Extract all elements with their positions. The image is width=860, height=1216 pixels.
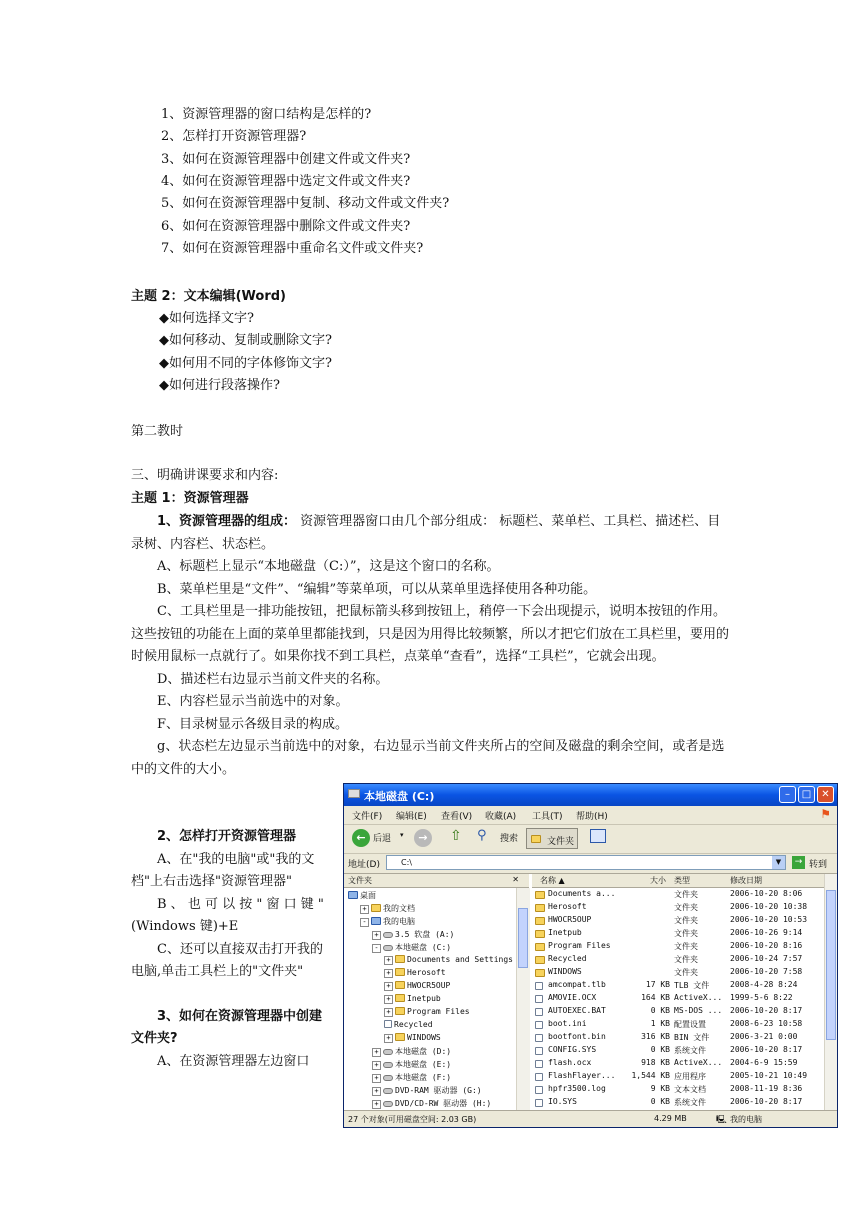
file-date: 2005-10-21 10:49	[730, 1071, 808, 1080]
file-row[interactable]	[532, 1019, 822, 1032]
views-icon[interactable]	[590, 829, 606, 843]
folder-icon	[535, 904, 545, 912]
tree-item-label: 本地磁盘 (E:)	[395, 1060, 452, 1069]
expand-icon[interactable]: +	[384, 1008, 393, 1017]
file-type: TLB 文件	[674, 981, 710, 990]
file-type: 文件夹	[674, 903, 698, 912]
file-type: 文件夹	[674, 890, 698, 899]
file-row[interactable]	[532, 980, 822, 993]
file-type: 文件夹	[674, 955, 698, 964]
folder-icon	[535, 969, 545, 977]
topic2-item: ◆如何用不同的字体修饰文字?	[159, 355, 332, 371]
file-row[interactable]	[532, 993, 822, 1006]
file-date: 2008-6-23 10:58	[730, 1019, 803, 1028]
folder-icon	[535, 917, 545, 925]
file-name: Documents a...	[548, 889, 616, 898]
folder-icon	[395, 994, 405, 1002]
tree-item[interactable]	[372, 1085, 482, 1096]
file-date: 2006-10-20 10:38	[730, 902, 808, 911]
file-name: FlashFlayer...	[548, 1071, 616, 1080]
file-date: 2006-10-20 8:16	[730, 941, 803, 950]
tree-header-label: 文件夹	[348, 876, 372, 885]
column-size[interactable]: 大小	[650, 876, 666, 885]
tree-item-label: 桌面	[360, 891, 376, 900]
folder-icon	[371, 904, 381, 912]
expand-icon[interactable]: +	[360, 905, 369, 914]
file-date: 2008-11-19 8:36	[730, 1084, 803, 1093]
file-type: ActiveX...	[674, 1058, 723, 1067]
list-header	[532, 874, 837, 888]
menu-favorites[interactable]: 收藏(A)	[485, 812, 517, 822]
paragraph-f: F、目录树显示各级目录的构成。	[157, 716, 349, 732]
list-scroll-thumb[interactable]	[826, 890, 836, 1040]
drive-icon	[383, 1049, 393, 1055]
open-method-c: C、还可以直接双击打开我的电脑,单击工具栏上的"文件夹"	[131, 941, 323, 979]
file-date: 2006-3-21 0:00	[730, 1032, 798, 1041]
address-bar	[344, 854, 837, 872]
window-title: 本地磁盘 (C:)	[364, 790, 435, 803]
tree-item[interactable]	[384, 1033, 441, 1043]
file-date: 2006-10-24 7:57	[730, 954, 803, 963]
file-type: 文件夹	[674, 929, 698, 938]
explorer-titlebar	[344, 784, 837, 806]
question-item: 3、如何在资源管理器中创建文件或文件夹?	[161, 151, 411, 167]
tree-item[interactable]	[372, 1046, 451, 1057]
composition-text: 资源管理器窗口由几个部分组成： 标题栏、菜单栏、工具栏、描述栏、目录树、内容栏、状态栏。	[131, 514, 721, 552]
topic2-item: ◆如何选择文字?	[159, 311, 254, 326]
tree-item[interactable]	[372, 1059, 451, 1070]
explorer-panes	[344, 873, 837, 1113]
tree-item-label: Program Files	[407, 1007, 470, 1016]
file-date: 2004-6-9 15:59	[730, 1058, 798, 1067]
windows-flag-icon: ⚑	[820, 807, 831, 821]
expand-icon[interactable]: +	[384, 1034, 393, 1043]
toolbar	[344, 825, 837, 854]
column-type[interactable]: 类型	[674, 876, 690, 885]
tree-header	[344, 874, 529, 888]
file-date: 1999-5-6 8:22	[730, 993, 793, 1002]
question-item: 7、如何在资源管理器中重命名文件或文件夹?	[161, 240, 424, 256]
tree-item[interactable]	[372, 1098, 491, 1109]
maximize-icon[interactable]: □	[798, 786, 815, 803]
file-row[interactable]	[532, 1097, 822, 1110]
drive-title-icon	[348, 789, 360, 798]
file-row[interactable]	[532, 928, 822, 941]
file-icon	[535, 1086, 543, 1094]
file-row[interactable]	[532, 941, 822, 954]
search-icon[interactable]: ⚲	[477, 828, 487, 843]
back-arrow-icon[interactable]: ←	[352, 829, 370, 847]
expand-icon[interactable]: +	[384, 956, 393, 965]
minimize-icon[interactable]: –	[779, 786, 796, 803]
file-name: CONFIG.SYS	[548, 1045, 597, 1054]
expand-icon[interactable]: +	[384, 995, 393, 1004]
collapse-icon[interactable]: -	[372, 944, 381, 953]
menu-bar	[344, 806, 837, 825]
tree-item-label: Herosoft	[407, 968, 446, 977]
expand-icon[interactable]: +	[384, 982, 393, 991]
file-type: 系统文件	[674, 1098, 706, 1107]
file-type: 文件夹	[674, 916, 698, 925]
question-item: 1、资源管理器的窗口结构是怎样的?	[161, 107, 372, 122]
expand-icon[interactable]: +	[372, 1048, 381, 1057]
floppy-icon	[383, 932, 393, 938]
status-size: 4.29 MB	[654, 1114, 687, 1123]
folder-icon	[395, 981, 405, 989]
drive-icon	[383, 1062, 393, 1068]
drive-icon	[383, 1075, 393, 1081]
file-icon	[535, 1047, 543, 1055]
back-dropdown-icon[interactable]: ▾	[400, 831, 404, 839]
file-type: 文件夹	[674, 968, 698, 977]
file-date: 2008-4-28 8:24	[730, 980, 798, 989]
tree-item-label: 本地磁盘 (F:)	[395, 1073, 452, 1082]
folder-icon	[535, 930, 545, 938]
file-row[interactable]	[532, 902, 822, 915]
address-label: 地址(D)	[348, 860, 380, 870]
file-type: MS-DOS ...	[674, 1006, 723, 1015]
file-icon	[535, 995, 543, 1003]
file-row[interactable]	[532, 1058, 822, 1071]
file-name: WINDOWS	[548, 967, 582, 976]
lesson2-heading: 第二教时	[131, 424, 184, 439]
file-icon	[535, 1021, 543, 1029]
column-date[interactable]: 修改日期	[730, 876, 762, 885]
file-size: 17 KB	[645, 980, 670, 989]
tree-item[interactable]	[384, 994, 441, 1004]
file-size: 316 KB	[641, 1032, 670, 1041]
topic2-item: ◆如何移动、复制或删除文字?	[159, 333, 332, 349]
tree-item[interactable]	[384, 981, 450, 991]
file-name: IO.SYS	[548, 1097, 577, 1106]
desktop-icon	[348, 891, 358, 899]
file-size: 1 KB	[650, 1019, 670, 1028]
expand-icon[interactable]: +	[372, 1100, 381, 1109]
folder-icon	[395, 1033, 405, 1041]
tree-item-label: 我的电脑	[383, 917, 415, 926]
topic2-item: ◆如何进行段落操作?	[159, 377, 280, 393]
address-input[interactable]	[386, 855, 786, 870]
file-row[interactable]	[532, 954, 822, 967]
menu-tools[interactable]: 工具(T)	[532, 812, 563, 822]
tree-item-label: HWOCR5OUP	[407, 981, 451, 990]
paragraph-g: g、状态栏左边显示当前选中的对象，右边显示当前文件夹所占的空间及磁盘的剩余空间，或者是选中的文件的大小。	[131, 739, 725, 777]
file-size: 0 KB	[650, 1006, 670, 1015]
folder-icon	[395, 968, 405, 976]
file-row[interactable]	[532, 1032, 822, 1045]
paragraph-d: D、描述栏右边显示当前文件夹的名称。	[157, 671, 389, 687]
file-size: 0 KB	[650, 1097, 670, 1106]
tree-item-label: Recycled	[394, 1020, 433, 1029]
tree-item[interactable]	[372, 929, 454, 940]
file-date: 2006-10-20 8:17	[730, 1006, 803, 1015]
tree-item-label: Documents and Settings	[407, 955, 513, 964]
tree-item-label: Inetpub	[407, 994, 441, 1003]
create-method-a: A、在资源管理器左边窗口	[157, 1053, 310, 1069]
heading-open-explorer: 2、怎样打开资源管理器	[157, 829, 297, 844]
computer-icon: 🖳	[716, 1115, 727, 1124]
file-date: 2006-10-20 8:17	[730, 1045, 803, 1054]
column-name[interactable]: 名称 ▲	[540, 876, 565, 885]
open-method-b: B 、 也 可 以 按 " 窗 口 键 "(Windows 键)+E	[131, 896, 324, 934]
heading-create-folder: 3、如何在资源管理器中创建文件夹?	[131, 1008, 323, 1046]
up-folder-icon[interactable]: ⇧	[450, 828, 462, 844]
collapse-icon[interactable]: -	[360, 918, 369, 927]
paragraph-composition	[131, 511, 731, 556]
file-icon	[535, 982, 543, 990]
folder-icon	[535, 956, 545, 964]
menu-help[interactable]: 帮助(H)	[576, 812, 608, 822]
file-row[interactable]	[532, 1006, 822, 1019]
tree-item[interactable]	[372, 942, 451, 953]
folder-icon	[531, 835, 541, 843]
tree-item-label: WINDOWS	[407, 1033, 441, 1042]
file-name: amcompat.tlb	[548, 980, 606, 989]
file-size: 0 KB	[650, 1045, 670, 1054]
tree-item[interactable]	[384, 1007, 470, 1017]
tree-scrollbar[interactable]	[516, 888, 530, 1113]
forward-arrow-icon[interactable]: →	[414, 829, 432, 847]
file-name: Herosoft	[548, 902, 587, 911]
file-row[interactable]	[532, 967, 822, 980]
close-pane-icon[interactable]: ✕	[512, 875, 519, 884]
body-paragraphs	[131, 511, 731, 781]
question-item: 2、怎样打开资源管理器?	[161, 129, 307, 145]
file-name: Recycled	[548, 954, 587, 963]
tree-item-label: DVD/CD-RW 驱动器 (H:)	[395, 1099, 492, 1108]
list-scrollbar[interactable]	[824, 874, 838, 1113]
file-name: AMOVIE.OCX	[548, 993, 597, 1002]
question-item: 5、如何在资源管理器中复制、移动文件或文件夹?	[161, 196, 450, 212]
expand-icon[interactable]: +	[372, 931, 381, 940]
question-item: 4、如何在资源管理器中选定文件或文件夹?	[161, 173, 411, 189]
file-type: 配置设置	[674, 1020, 706, 1029]
file-row[interactable]	[532, 1045, 822, 1058]
file-name: Program Files	[548, 941, 611, 950]
file-date: 2006-10-20 10:53	[730, 915, 808, 924]
file-type: BIN 文件	[674, 1033, 710, 1042]
menu-view[interactable]: 查看(V)	[441, 812, 473, 822]
section3-heading: 三、明确讲课要求和内容:	[131, 468, 279, 483]
search-button[interactable]: 搜索	[500, 834, 519, 844]
status-location: 我的电脑	[730, 1115, 762, 1124]
file-type: 系统文件	[674, 1046, 706, 1055]
file-date: 2006-10-26 9:14	[730, 928, 803, 937]
file-type: 文件夹	[674, 942, 698, 951]
tree-item[interactable]	[384, 955, 513, 965]
tree-item[interactable]	[348, 890, 376, 901]
go-button[interactable]: 转到	[809, 860, 828, 870]
drive-icon	[383, 945, 393, 951]
tree-item[interactable]	[360, 903, 415, 914]
status-object-count: 27 个对象(可用磁盘空间: 2.03 GB)	[348, 1115, 477, 1124]
paragraph-c: C、工具栏里是一排功能按钮，把鼠标箭头移到按钮上，稍停一下会出现提示，说明本按钮的作用。这些按钮的功能在上面的菜单里都能找到，只是因为用得比较频繁，所以才把它们放在工具栏里，要用的时候用鼠标一点就行了。如果你找不到工具栏，点菜单“查看”，选择“工具栏”，它就会出现。	[131, 604, 730, 664]
file-size: 9 KB	[650, 1084, 670, 1093]
menu-file[interactable]: 文件(F)	[352, 812, 383, 822]
file-type: ActiveX...	[674, 993, 723, 1002]
address-value: C:\	[401, 858, 412, 867]
menu-edit[interactable]: 编辑(E)	[396, 812, 427, 822]
paragraph-e: E、内容栏显示当前选中的对象。	[157, 694, 349, 709]
paragraph-b: B、菜单栏里是“文件”、“编辑”等菜单项，可以从菜单里选择使用各种功能。	[157, 581, 597, 597]
file-icon	[535, 1034, 543, 1042]
topic1-title: 主题 1：资源管理器	[131, 491, 249, 506]
file-name: hpfr3500.log	[548, 1084, 606, 1093]
tree-item[interactable]	[384, 968, 446, 978]
file-icon	[535, 1099, 543, 1107]
file-row[interactable]	[532, 915, 822, 928]
recycle-icon	[384, 1020, 392, 1028]
status-bar	[344, 1110, 837, 1127]
file-name: HWOCR5OUP	[548, 915, 592, 924]
back-button[interactable]: 后退	[373, 834, 392, 844]
file-date: 2006-10-20 7:58	[730, 967, 803, 976]
expand-icon[interactable]: +	[372, 1061, 381, 1070]
file-icon	[535, 1008, 543, 1016]
folder-icon	[535, 891, 545, 899]
paragraph-a: A、标题栏上显示“本地磁盘（C:）”，这是这个窗口的名称。	[157, 559, 500, 574]
explorer-window	[343, 783, 838, 1128]
file-date: 2006-10-20 8:17	[730, 1097, 803, 1106]
file-row[interactable]	[532, 1071, 822, 1084]
dvd-icon	[383, 1101, 393, 1107]
left-column	[131, 826, 333, 1073]
file-icon	[535, 1060, 543, 1068]
file-size: 1,544 KB	[631, 1071, 670, 1080]
expand-icon[interactable]: +	[384, 969, 393, 978]
file-size: 164 KB	[641, 993, 670, 1002]
question-item: 6、如何在资源管理器中删除文件或文件夹?	[161, 218, 411, 234]
file-type: 应用程序	[674, 1072, 706, 1081]
close-icon[interactable]: ✕	[817, 786, 834, 803]
computer-icon	[371, 917, 381, 925]
file-name: flash.ocx	[548, 1058, 592, 1067]
topic2-title: 主题 2：文本编辑(Word)	[131, 289, 286, 304]
folders-label: 文件夹	[547, 837, 575, 847]
dvd-icon	[383, 1088, 393, 1094]
file-type: 文本文档	[674, 1085, 706, 1094]
tree-scroll-thumb[interactable]	[518, 908, 528, 968]
file-name: AUTOEXEC.BAT	[548, 1006, 606, 1015]
tree-item-label: 3.5 软盘 (A:)	[395, 930, 455, 939]
file-row[interactable]	[532, 889, 822, 902]
expand-icon[interactable]: +	[372, 1087, 381, 1096]
file-icon	[535, 1073, 543, 1081]
file-name: bootfont.bin	[548, 1032, 606, 1041]
folder-icon	[535, 943, 545, 951]
address-dropdown-icon[interactable]: ▼	[772, 856, 785, 869]
tree-item-label: 我的文档	[383, 904, 415, 913]
folder-icon	[395, 955, 405, 963]
tree-item[interactable]	[372, 1072, 451, 1083]
tree-item-label: 本地磁盘 (C:)	[395, 943, 452, 952]
tree-item[interactable]	[384, 1020, 433, 1029]
file-row[interactable]	[532, 1084, 822, 1097]
tree-item-label: DVD-RAM 驱动器 (G:)	[395, 1086, 482, 1095]
folder-icon	[395, 1007, 405, 1015]
tree-item[interactable]	[360, 916, 415, 927]
file-name: Inetpub	[548, 928, 582, 937]
file-name: boot.ini	[548, 1019, 587, 1028]
go-arrow-icon[interactable]: →	[792, 856, 805, 869]
expand-icon[interactable]: +	[372, 1074, 381, 1083]
file-date: 2006-10-20 8:06	[730, 889, 803, 898]
file-size: 918 KB	[641, 1058, 670, 1067]
open-method-a: A、在"我的电脑"或"我的文档"上右击选择"资源管理器"	[131, 851, 315, 889]
folders-button[interactable]	[526, 828, 578, 849]
tree-item-label: 本地磁盘 (D:)	[395, 1047, 452, 1056]
composition-label: 1、资源管理器的组成：	[157, 514, 297, 529]
